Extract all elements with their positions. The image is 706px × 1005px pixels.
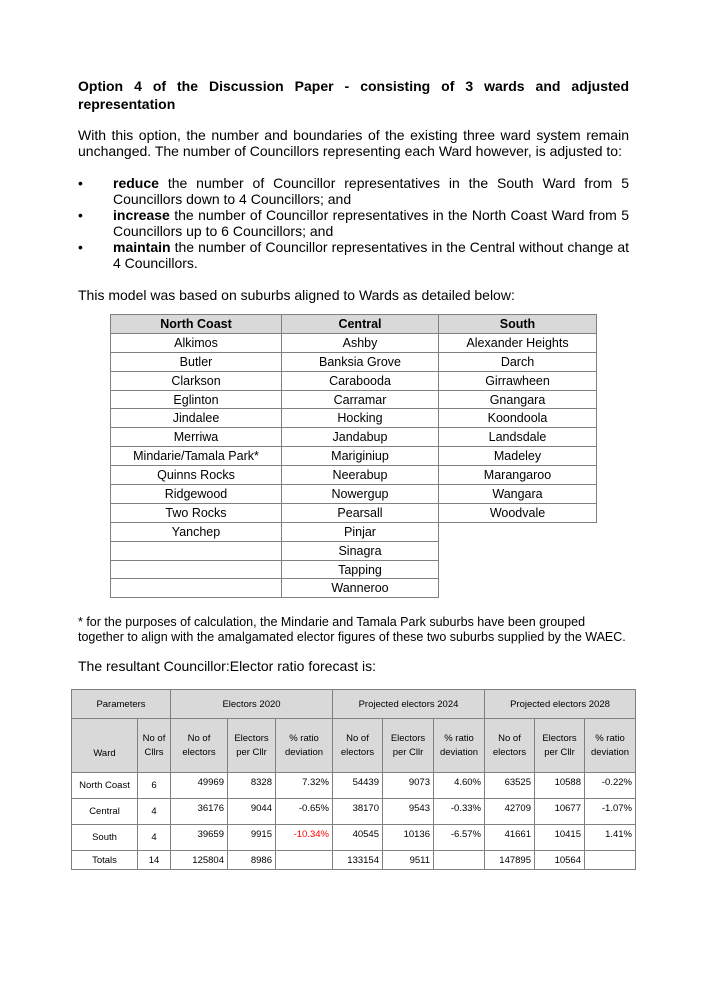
- table-cell: [439, 522, 597, 541]
- table-row: [111, 485, 597, 504]
- table-row: [72, 799, 636, 825]
- column-header-south: South: [439, 315, 597, 334]
- column-header-ratio-deviation: % ratio deviation: [585, 719, 636, 773]
- column-header-central: Central: [282, 315, 439, 334]
- electors-cell: 40545: [333, 825, 383, 851]
- table-row: [111, 503, 597, 522]
- table-cell: Butler: [111, 352, 282, 371]
- table-cell: Koondoola: [439, 409, 597, 428]
- deviation-cell: [585, 851, 636, 870]
- table-cell: Girrawheen: [439, 371, 597, 390]
- table-row: [72, 825, 636, 851]
- model-paragraph: This model was based on suburbs aligned to Wards as detailed below:: [78, 287, 515, 303]
- ratio-table: [71, 689, 636, 870]
- table-cell: Ashby: [282, 333, 439, 352]
- table-cell: Marangaroo: [439, 466, 597, 485]
- table-cell: [439, 579, 597, 598]
- table-cell: Carramar: [282, 390, 439, 409]
- table-cell: Nowergup: [282, 485, 439, 504]
- deviation-cell: -10.34%: [276, 825, 333, 851]
- electors-per-cllr-cell: 10677: [535, 799, 585, 825]
- footnote: * for the purposes of calculation, the Mindarie and Tamala Park suburbs have been grouped together to align with the amalgamated elector figures of these two suburbs supplied by the WAEC.: [78, 615, 626, 644]
- group-header-projected-2024: Projected electors 2024: [333, 690, 485, 719]
- electors-cell: 54439: [333, 773, 383, 799]
- table-row: [111, 579, 597, 598]
- table-cell: [111, 579, 282, 598]
- table-cell: Pinjar: [282, 522, 439, 541]
- suburbs-table: [110, 314, 597, 598]
- electors-cell: 133154: [333, 851, 383, 870]
- table-cell: Sinagra: [282, 541, 439, 560]
- deviation-cell: -6.57%: [434, 825, 485, 851]
- bullet-list: [78, 175, 629, 271]
- cllrs-cell: 6: [138, 773, 171, 799]
- bullet-icon: •: [78, 207, 83, 223]
- electors-cell: 38170: [333, 799, 383, 825]
- table-cell: Woodvale: [439, 503, 597, 522]
- table-cell: Gnangara: [439, 390, 597, 409]
- table-cell: Banksia Grove: [282, 352, 439, 371]
- deviation-cell: [434, 851, 485, 870]
- electors-per-cllr-cell: 10415: [535, 825, 585, 851]
- deviation-cell: -0.22%: [585, 773, 636, 799]
- table-cell: Two Rocks: [111, 503, 282, 522]
- electors-cell: 42709: [485, 799, 535, 825]
- list-item: [78, 207, 629, 239]
- electors-cell: 41661: [485, 825, 535, 851]
- table-cell: Carabooda: [282, 371, 439, 390]
- electors-per-cllr-cell: 9073: [383, 773, 434, 799]
- group-header-electors-2020: Electors 2020: [171, 690, 333, 719]
- table-row: [111, 466, 597, 485]
- suburbs-table-body: [111, 333, 597, 597]
- table-cell: Ridgewood: [111, 485, 282, 504]
- table-row: [111, 541, 597, 560]
- page-title: Option 4 of the Discussion Paper - consisting of 3 wards and adjusted representation: [78, 78, 629, 112]
- ward-cell: Totals: [72, 851, 138, 870]
- table-row: [111, 522, 597, 541]
- bullet-text: the number of Councillor representatives in the North Coast Ward from 5 Councillors up to 6 Councillors; and: [113, 207, 629, 239]
- electors-per-cllr-cell: 8328: [228, 773, 276, 799]
- table-cell: Hocking: [282, 409, 439, 428]
- table-cell: [439, 560, 597, 579]
- group-header-parameters: Parameters: [72, 690, 171, 719]
- bullet-icon: •: [78, 175, 83, 191]
- table-cell: Yanchep: [111, 522, 282, 541]
- ward-cell: South: [72, 825, 138, 851]
- table-cell: Pearsall: [282, 503, 439, 522]
- table-row: [111, 447, 597, 466]
- table-row: [111, 371, 597, 390]
- bullet-keyword: reduce: [113, 175, 159, 191]
- column-header-ratio-deviation: % ratio deviation: [434, 719, 485, 773]
- table-row: [72, 773, 636, 799]
- electors-cell: 63525: [485, 773, 535, 799]
- intro-paragraph: With this option, the number and boundaries of the existing three ward system remain unchanged. The number of Councillors representing each Ward however, is adjusted to:: [78, 127, 629, 159]
- list-item: [78, 239, 629, 271]
- table-cell: Tapping: [282, 560, 439, 579]
- bullet-text: the number of Councillor representatives in the Central without change at 4 Councillors.: [113, 239, 629, 271]
- bullet-text: the number of Councillor representatives in the South Ward from 5 Councillors down to 4 Councillors; and: [113, 175, 629, 207]
- cllrs-cell: 4: [138, 799, 171, 825]
- electors-per-cllr-cell: 10564: [535, 851, 585, 870]
- deviation-cell: 1.41%: [585, 825, 636, 851]
- column-header-no-electors: No of electors: [333, 719, 383, 773]
- deviation-cell: 7.32%: [276, 773, 333, 799]
- group-header-projected-2028: Projected electors 2028: [485, 690, 636, 719]
- column-header-electors-per-cllr: Electors per Cllr: [383, 719, 434, 773]
- table-row: [72, 851, 636, 870]
- table-cell: Eglinton: [111, 390, 282, 409]
- table-cell: Landsdale: [439, 428, 597, 447]
- electors-per-cllr-cell: 9915: [228, 825, 276, 851]
- table-cell: Jindalee: [111, 409, 282, 428]
- cllrs-cell: 14: [138, 851, 171, 870]
- deviation-cell: -0.33%: [434, 799, 485, 825]
- table-cell: [111, 541, 282, 560]
- electors-per-cllr-cell: 10136: [383, 825, 434, 851]
- bullet-keyword: maintain: [113, 239, 171, 255]
- table-cell: Neerabup: [282, 466, 439, 485]
- column-header-north-coast: North Coast: [111, 315, 282, 334]
- electors-per-cllr-cell: 8986: [228, 851, 276, 870]
- table-cell: [439, 541, 597, 560]
- cllrs-cell: 4: [138, 825, 171, 851]
- column-header-no-electors: No of electors: [485, 719, 535, 773]
- electors-cell: 147895: [485, 851, 535, 870]
- electors-cell: 49969: [171, 773, 228, 799]
- ward-cell: North Coast: [72, 773, 138, 799]
- table-cell: Darch: [439, 352, 597, 371]
- table-cell: Wangara: [439, 485, 597, 504]
- table-cell: Quinns Rocks: [111, 466, 282, 485]
- table-cell: Madeley: [439, 447, 597, 466]
- table-row: [111, 333, 597, 352]
- table-cell: Merriwa: [111, 428, 282, 447]
- table-row: [111, 390, 597, 409]
- page-content: [78, 77, 629, 303]
- electors-per-cllr-cell: 9543: [383, 799, 434, 825]
- table-cell: [111, 560, 282, 579]
- ratio-table-body: [72, 773, 636, 870]
- electors-cell: 125804: [171, 851, 228, 870]
- table-row: [111, 428, 597, 447]
- ward-cell: Central: [72, 799, 138, 825]
- table-cell: Mindarie/Tamala Park*: [111, 447, 282, 466]
- table-row: [111, 560, 597, 579]
- table-cell: Wanneroo: [282, 579, 439, 598]
- electors-per-cllr-cell: 10588: [535, 773, 585, 799]
- table-cell: Jandabup: [282, 428, 439, 447]
- column-header-electors-per-cllr: Electors per Cllr: [228, 719, 276, 773]
- table-cell: Alexander Heights: [439, 333, 597, 352]
- electors-cell: 39659: [171, 825, 228, 851]
- deviation-cell: 4.60%: [434, 773, 485, 799]
- table-cell: Alkimos: [111, 333, 282, 352]
- deviation-cell: [276, 851, 333, 870]
- table-row: [111, 409, 597, 428]
- column-header-ratio-deviation: % ratio deviation: [276, 719, 333, 773]
- ratio-intro: The resultant Councillor:Elector ratio forecast is:: [78, 658, 377, 674]
- bullet-keyword: increase: [113, 207, 170, 223]
- table-cell: Mariginiup: [282, 447, 439, 466]
- table-cell: Clarkson: [111, 371, 282, 390]
- column-header-electors-per-cllr: Electors per Cllr: [535, 719, 585, 773]
- column-header-no-cllrs: No of Cllrs: [138, 719, 171, 773]
- list-item: [78, 175, 629, 207]
- deviation-cell: -1.07%: [585, 799, 636, 825]
- electors-per-cllr-cell: 9044: [228, 799, 276, 825]
- column-header-no-electors: No of electors: [171, 719, 228, 773]
- electors-cell: 36176: [171, 799, 228, 825]
- electors-per-cllr-cell: 9511: [383, 851, 434, 870]
- deviation-cell: -0.65%: [276, 799, 333, 825]
- column-header-ward: Ward: [72, 719, 138, 773]
- bullet-icon: •: [78, 239, 83, 255]
- table-row: [111, 352, 597, 371]
